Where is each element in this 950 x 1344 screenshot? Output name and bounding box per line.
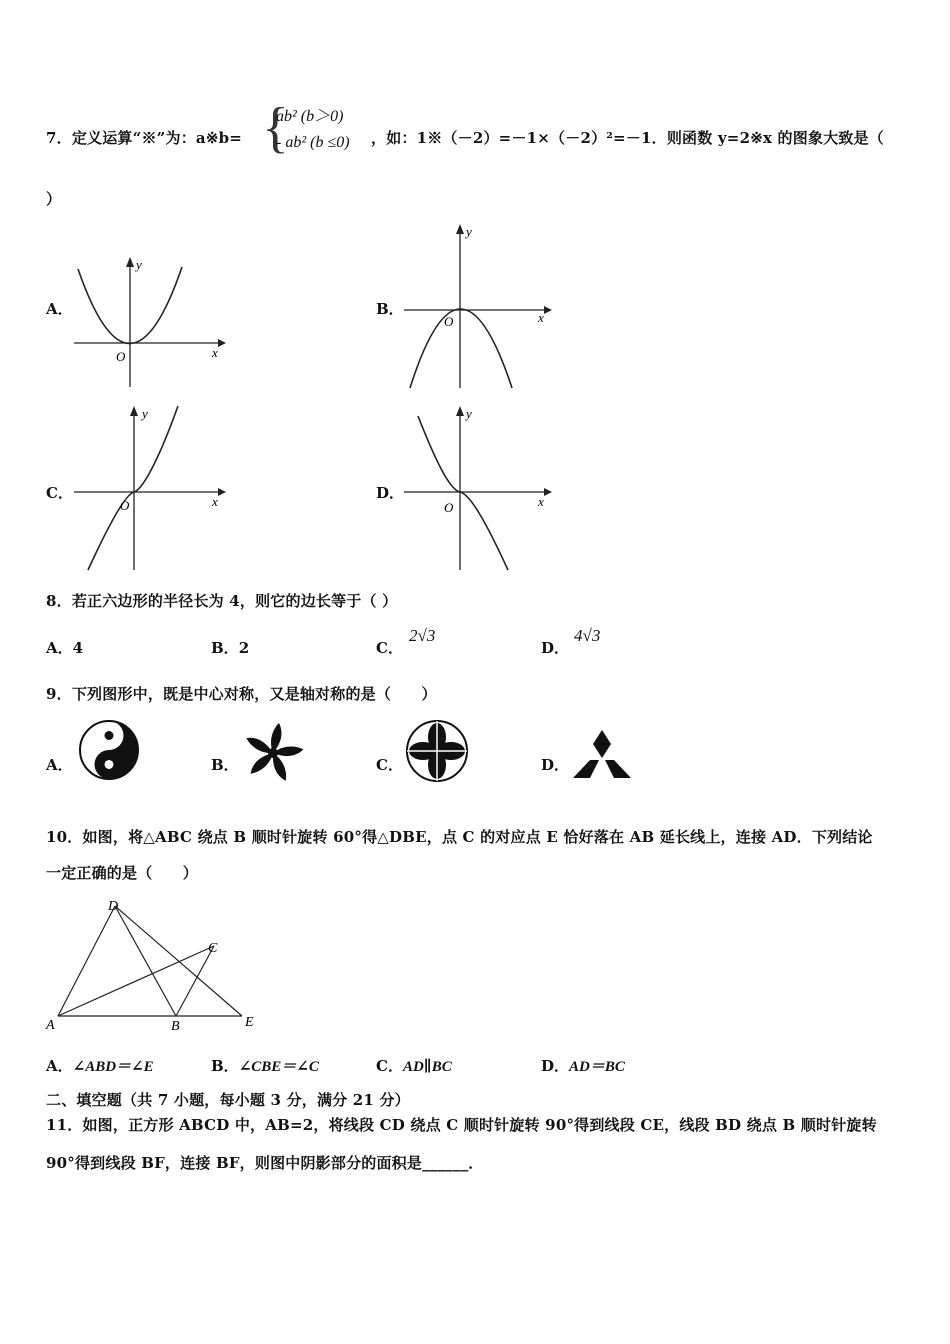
q7-prefix: 7．定义运算“※”为：a※b=	[46, 129, 243, 147]
decreasing-cubic-curve	[418, 416, 508, 570]
q8-option-a-value: 4	[72, 639, 84, 657]
x-label: x	[212, 494, 218, 509]
origin-label: O	[444, 314, 454, 329]
q10-option-b-value: ∠CBE＝∠C	[238, 1059, 319, 1075]
x-label: x	[212, 345, 218, 360]
origin-label: O	[116, 349, 126, 364]
q7-option-b-label[interactable]: B．	[376, 300, 404, 318]
y-label: y	[136, 257, 142, 272]
q11-line2: 90°得到线段 BF，连接 BF，则图中阴影部分的面积是______．	[46, 1154, 484, 1172]
y-axis-arrow	[456, 406, 464, 416]
q10-stem-line1: 10．如图，将△ABC 绕点 B 顺时针旋转 60°得△DBE，点 C 的对应点 E 恰好落在 AB 延长线上，连接 AD．下列结论	[46, 828, 873, 846]
x-axis-arrow	[218, 339, 226, 347]
q10-option-c-label: C．	[376, 1057, 403, 1075]
q7-graph-a[interactable]	[70, 255, 230, 395]
q8-option-d-label[interactable]: D．	[541, 639, 570, 657]
q10-stem-line2: 一定正确的是（ ）	[46, 864, 199, 882]
q9-option-b-label[interactable]: B．	[211, 756, 239, 774]
q8-stem: 8．若正六边形的半径长为 4，则它的边长等于（ ）	[46, 592, 398, 610]
q10-triangle-figure	[44, 896, 264, 1036]
y-axis-arrow	[456, 224, 464, 234]
q10-option-d-value: AD＝BC	[569, 1059, 625, 1075]
q10-option-d[interactable]	[541, 1055, 625, 1076]
x-label: x	[538, 310, 544, 325]
four-petal-circle-icon[interactable]	[404, 718, 470, 784]
q7-option-d-label[interactable]: D．	[376, 484, 405, 502]
q7-graph-d[interactable]	[400, 402, 560, 574]
q8-option-b-value: 2	[238, 639, 250, 657]
q8-option-a[interactable]	[46, 637, 83, 658]
q10-option-a[interactable]	[46, 1055, 154, 1076]
q9-option-d-label[interactable]: D．	[541, 756, 570, 774]
q11-line1: 11．如图，正方形 ABCD 中，AB=2，将线段 CD 绕点 C 顺时针旋转 90°得到线段 CE，线段 BD 绕点 B 顺时针旋转	[46, 1116, 877, 1134]
point-e-label: E	[245, 1015, 254, 1030]
q10-option-a-value: ∠ABD＝∠E	[72, 1059, 154, 1075]
point-b-label: B	[171, 1019, 180, 1034]
x-label: x	[538, 494, 544, 509]
q10-option-c-value: AD∥BC	[402, 1059, 452, 1075]
q8-option-b-label: B．	[211, 639, 239, 657]
q7-graph-b[interactable]	[400, 220, 560, 392]
q8-option-c-value[interactable]: 2√3	[409, 626, 436, 645]
y-label: y	[142, 406, 148, 421]
q10-option-b[interactable]	[211, 1055, 319, 1076]
origin-label: O	[444, 500, 454, 515]
x-axis-arrow	[218, 488, 226, 496]
q8-option-c-label[interactable]: C．	[376, 639, 403, 657]
point-d-label: D	[108, 899, 119, 914]
q7-option-c-label[interactable]: C．	[46, 484, 73, 502]
section-heading: 二、填空题（共 7 小题，每小题 3 分，满分 21 分）	[46, 1091, 410, 1109]
q7-case2: - ab² (b ≤0)	[276, 134, 350, 151]
increasing-cubic-curve	[88, 406, 178, 570]
q10-option-d-label: D．	[541, 1057, 570, 1075]
q7-brace: {	[262, 97, 289, 159]
downward-parabola-curve	[410, 309, 512, 388]
q8-option-a-label: A．	[46, 639, 73, 657]
q9-option-c-label[interactable]: C．	[376, 756, 403, 774]
q7-option-a-label[interactable]: A．	[46, 300, 73, 318]
yin-yang-icon[interactable]	[77, 718, 141, 782]
y-axis-arrow	[130, 406, 138, 416]
q10-option-c[interactable]	[376, 1055, 452, 1076]
q10-option-a-label: A．	[46, 1057, 73, 1075]
q8-option-d-value[interactable]: 4√3	[574, 626, 601, 645]
q7-close-paren: ）	[46, 190, 62, 208]
q8-option-b[interactable]	[211, 637, 249, 658]
q7-suffix: ，如：1※（－2）=－1×（－2）²=－1．则函数 y=2※x 的图象大致是（	[371, 129, 884, 147]
q9-stem: 9．下列图形中，既是中心对称，又是轴对称的是（ ）	[46, 685, 437, 703]
origin-label: O	[120, 498, 130, 513]
y-label: y	[466, 224, 472, 239]
x-axis-arrow	[544, 488, 552, 496]
point-c-label: C	[208, 941, 218, 956]
y-axis-arrow	[126, 257, 134, 267]
pinwheel-flower-icon[interactable]	[240, 720, 306, 786]
q7-case1: ab² (b＞0)	[276, 108, 344, 125]
y-label: y	[466, 406, 472, 421]
q9-option-a-label[interactable]: A．	[46, 756, 73, 774]
q10-option-b-label: B．	[211, 1057, 239, 1075]
q7-graph-c[interactable]	[70, 402, 230, 574]
three-diamonds-icon[interactable]	[570, 728, 634, 780]
point-a-label: A	[46, 1018, 55, 1033]
x-axis-arrow	[544, 306, 552, 314]
